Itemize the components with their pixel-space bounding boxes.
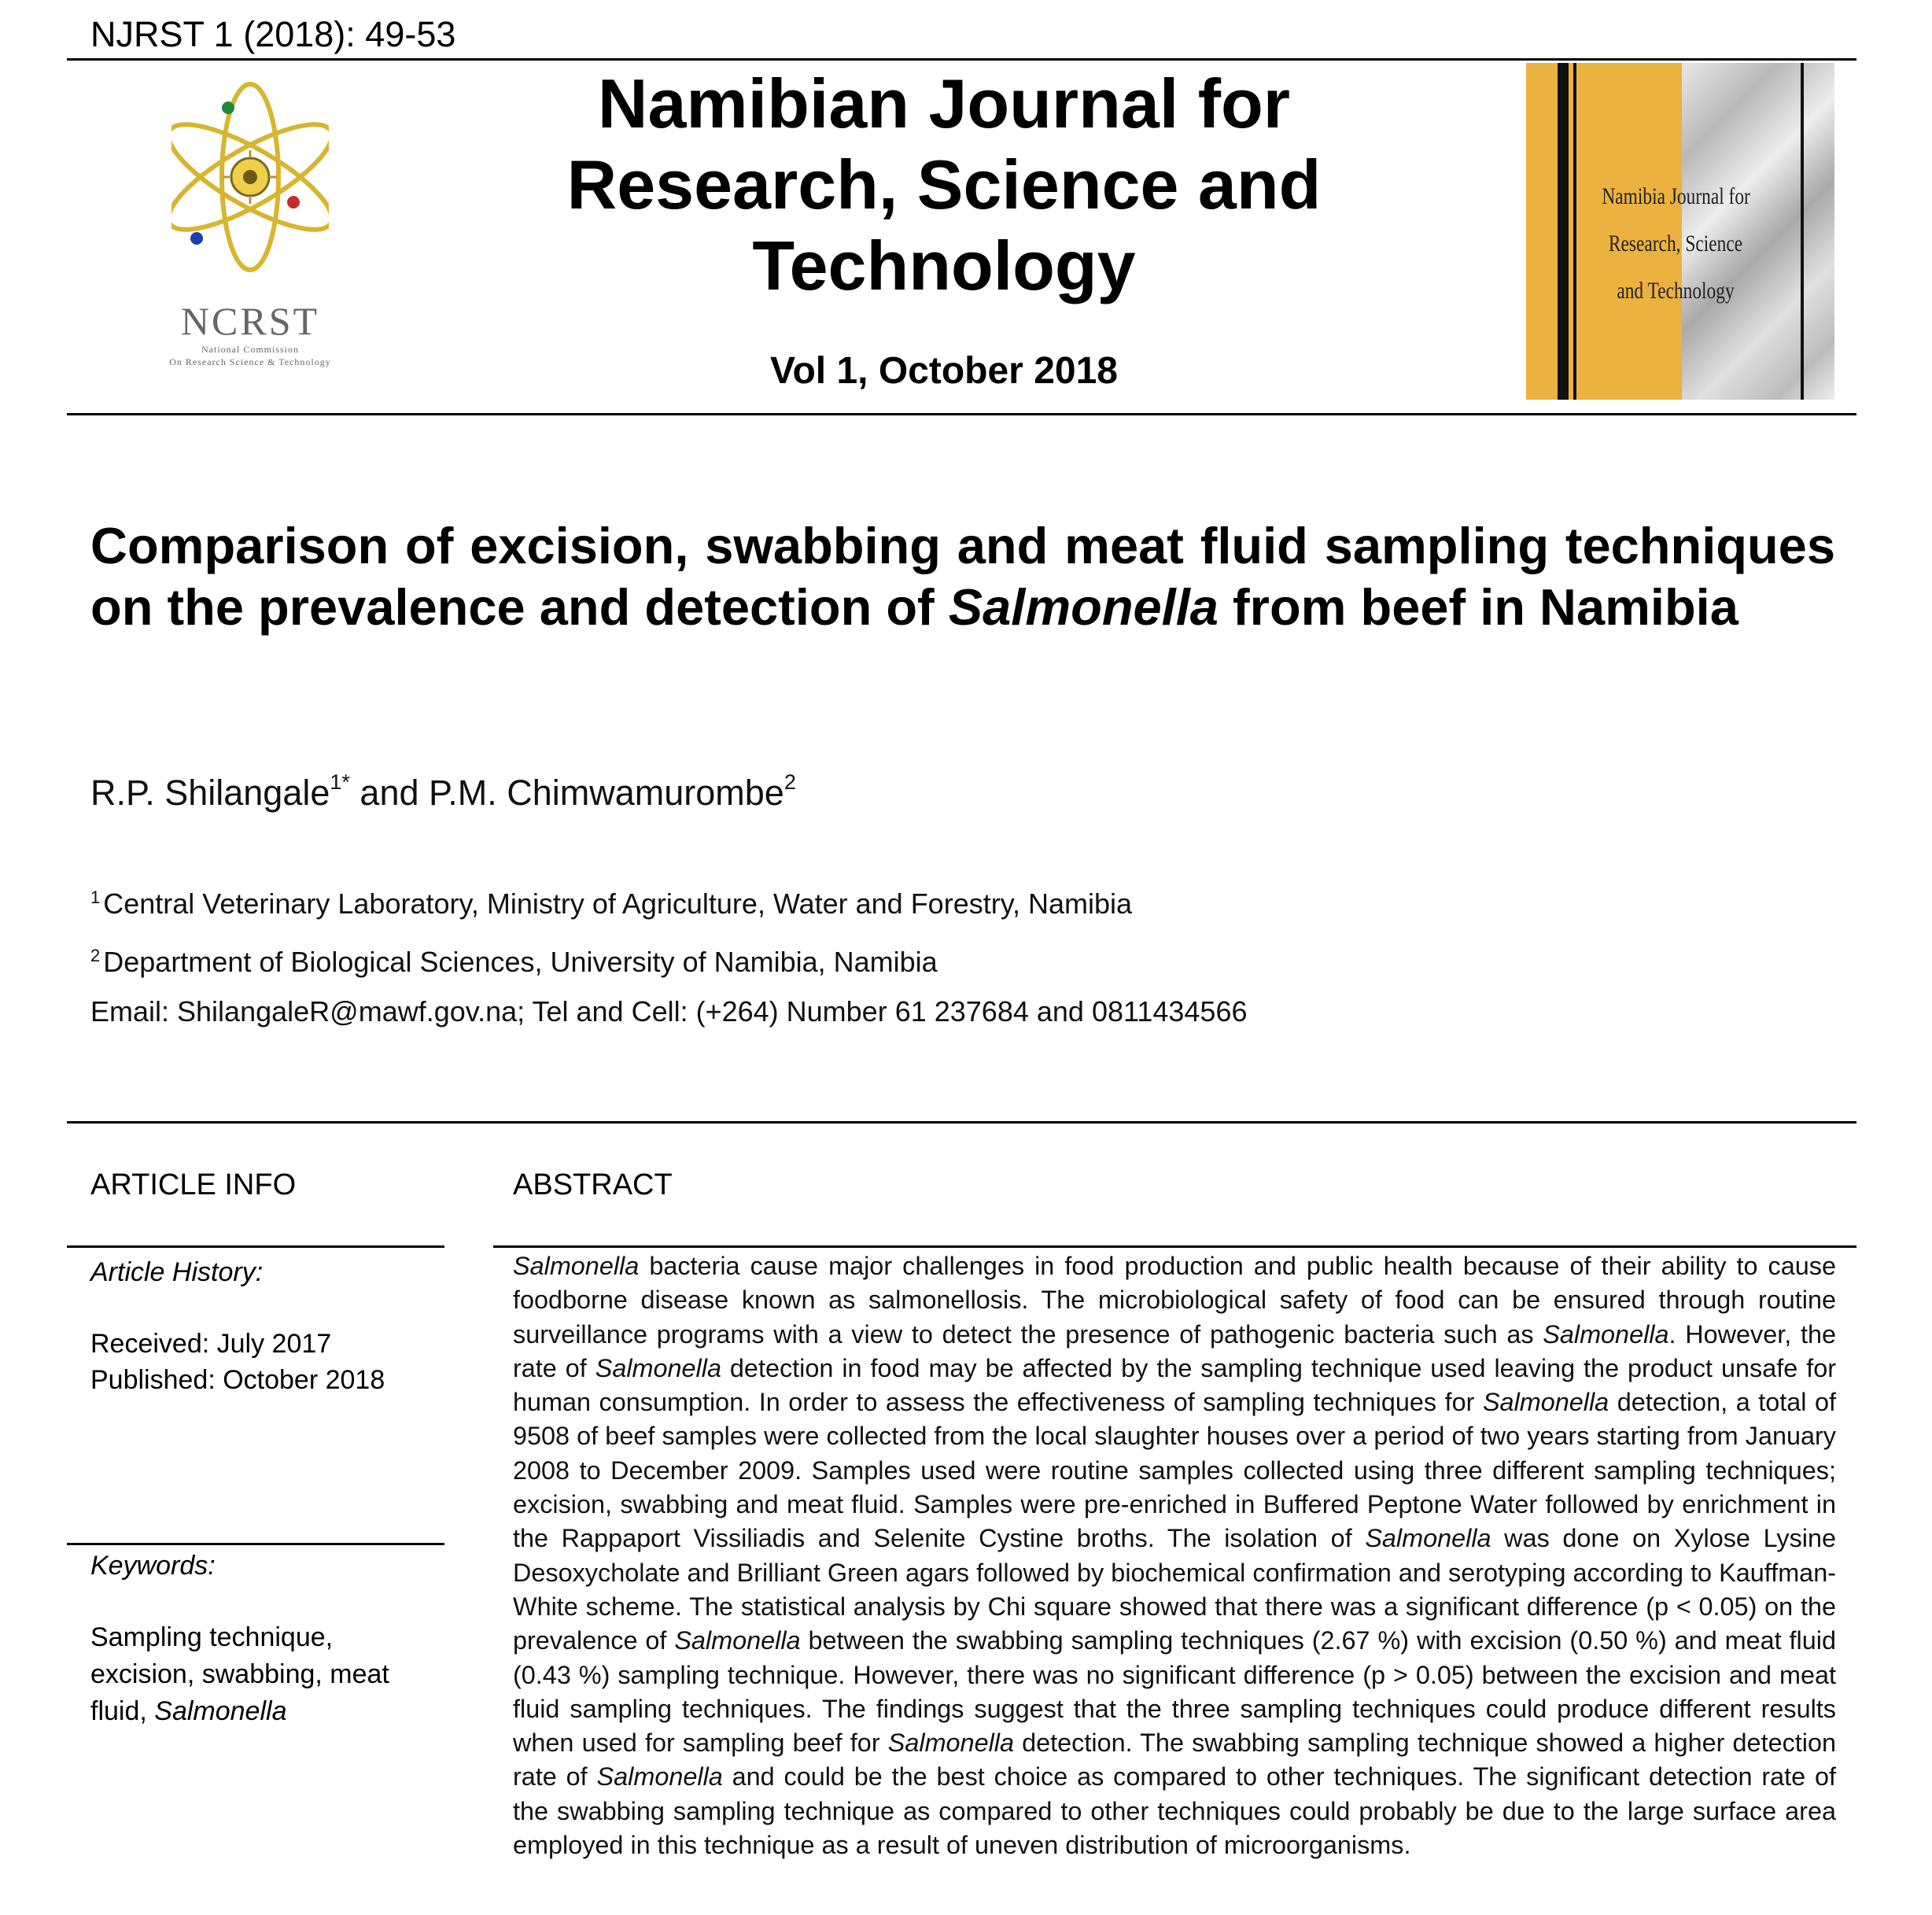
keywords-rule <box>67 1543 444 1545</box>
cover-text-line: Namibia Journal for <box>1602 183 1750 209</box>
affiliation <box>90 937 938 981</box>
abstract-text: bacteria cause major challenges in food production and public health because of their ability to cause foodborne disease known as salmonellosis. The microbiological safety of food can be ensured through routine surveillance programs with a view to detect the presence of pathogenic bacteria such as <box>513 1252 1836 1349</box>
abstract-organism: Salmonella <box>674 1626 801 1655</box>
affiliation <box>90 879 1132 923</box>
volume-info: Vol 1, October 2018 <box>770 350 1118 392</box>
keywords-line: excision, swabbing, meat <box>90 1659 389 1689</box>
atom-logo-icon <box>171 75 329 279</box>
abstract-organism: Salmonella <box>596 1762 723 1791</box>
keywords-line <box>90 1693 286 1730</box>
article-title <box>90 515 1835 638</box>
header-bottom-rule <box>67 413 1856 415</box>
header-top-rule <box>67 58 1856 61</box>
journal-title <box>503 63 1384 306</box>
journal-title-line: Research, Science and <box>566 146 1322 223</box>
abstract-organism: Salmonella <box>513 1252 640 1280</box>
affiliation-text: Central Veterinary Laboratory, Ministry of Agriculture, Water and Forestry, Namibia <box>103 887 1133 920</box>
section-rule <box>67 1121 1856 1124</box>
published-date: Published: October 2018 <box>90 1365 385 1395</box>
title-organism: Salmonella <box>948 578 1219 636</box>
received-date: Received: July 2017 <box>90 1329 332 1359</box>
journal-title-line: Technology <box>752 227 1136 304</box>
logo-subtitle: On Research Science & Technology <box>169 356 331 367</box>
article-history-label: Article History: <box>90 1257 264 1287</box>
journal-title-line: Namibian Journal for <box>597 65 1291 142</box>
ncrst-logo <box>132 75 368 374</box>
cover-bar <box>1573 63 1576 400</box>
cover-bar <box>1558 63 1569 400</box>
article-info-heading: ARTICLE INFO <box>90 1168 297 1201</box>
article-info-rule <box>67 1245 444 1248</box>
author-affiliation-marker: 1* <box>330 770 350 794</box>
title-text: from beef in Namibia <box>1218 578 1738 636</box>
abstract-text: detection in food may be affected by the sampling technique used leaving the product unsafe for human consumption. In order to assess the effectiveness of sampling techniques for <box>513 1353 1836 1417</box>
contact-info: Email: ShilangaleR@mawf.gov.na; Tel and Cell: (+264) Number 61 237684 and 0811434566 <box>90 995 1248 1028</box>
abstract-organism: Salmonella <box>1365 1524 1491 1553</box>
author-name: P.M. Chimwamurombe <box>429 773 784 813</box>
author-connector: and <box>349 773 430 813</box>
cover-text-line: Research, Science <box>1608 231 1743 256</box>
abstract-heading: ABSTRACT <box>513 1168 673 1201</box>
cover-text <box>1602 173 1749 315</box>
abstract-organism: Salmonella <box>887 1729 1014 1758</box>
abstract-organism: Salmonella <box>1543 1319 1669 1349</box>
abstract-body <box>513 1249 1836 1862</box>
logo-subtitle: National Commission <box>201 344 299 355</box>
affiliation-text: Department of Biological Sciences, University of Namibia, Namibia <box>103 946 938 978</box>
title-text: Comparison of excision, swabbing and meat fluid sampling techniques on the prevalence and detection of <box>90 517 1835 636</box>
abstract-organism: Salmonella <box>1482 1388 1609 1417</box>
authors <box>90 762 796 817</box>
affiliation-marker: 1 <box>90 887 101 907</box>
affiliation-marker: 2 <box>90 946 101 965</box>
abstract-text: . However, the rate of <box>513 1319 1836 1382</box>
abstract-text: detection, a total of 9508 of beef samples were collected from the local slaughter houses over a period of two years starting from January 2008 to December 2009. Samples used were routine samples collected using three different sampling techniques; excision, swabbing and meat fluid. Samples were pre-enriched in Buffered Peptone Water followed by enrichment in the Rappaport Vissiliadis and Selenite Cystine broths. The isolation of <box>513 1388 1836 1553</box>
cover-bar <box>1801 63 1804 400</box>
author-name: R.P. Shilangale <box>90 773 330 813</box>
abstract-text: detection. The swabbing sampling technique showed a higher detection rate of <box>513 1729 1837 1791</box>
journal-cover-image <box>1526 63 1834 400</box>
cover-text-line: and Technology <box>1617 278 1735 304</box>
logo-abbreviation: NCRST <box>180 299 320 343</box>
abstract-text: between the swabbing sampling techniques (2.67 %) with excision (0.50 %) and meat fluid (0.43 %) sampling technique. However, there was no significant difference (p > 0.05) between the excision and meat fluid sampling techniques. The findings suggest that the three sampling techniques could produce different results when used for sampling beef for <box>513 1626 1836 1758</box>
abstract-text: and could be the best choice as compared to other techniques. The significant detection rate of the swabbing sampling technique as compared to other techniques could probably be due to the large surface area employed in this technique as a result of uneven distribution of microorganisms. <box>513 1762 1836 1860</box>
keywords-label: Keywords: <box>90 1551 216 1581</box>
citation: NJRST 1 (2018): 49-53 <box>90 14 456 54</box>
author-affiliation-marker: 2 <box>783 770 796 794</box>
keyword-organism: Salmonella <box>154 1696 287 1726</box>
abstract-text: was done on Xylose Lysine Desoxycholate and Brilliant Green agars followed by biochemical confirmation and serotyping according to Kauffman-White scheme. The statistical analysis by Chi square showed that there was a significant difference (p < 0.05) on the prevalence of <box>513 1524 1836 1655</box>
abstract-organism: Salmonella <box>595 1353 721 1382</box>
abstract-rule <box>493 1245 1856 1248</box>
keywords-line: Sampling technique, <box>90 1622 334 1652</box>
keyword-text: fluid, <box>90 1696 155 1726</box>
